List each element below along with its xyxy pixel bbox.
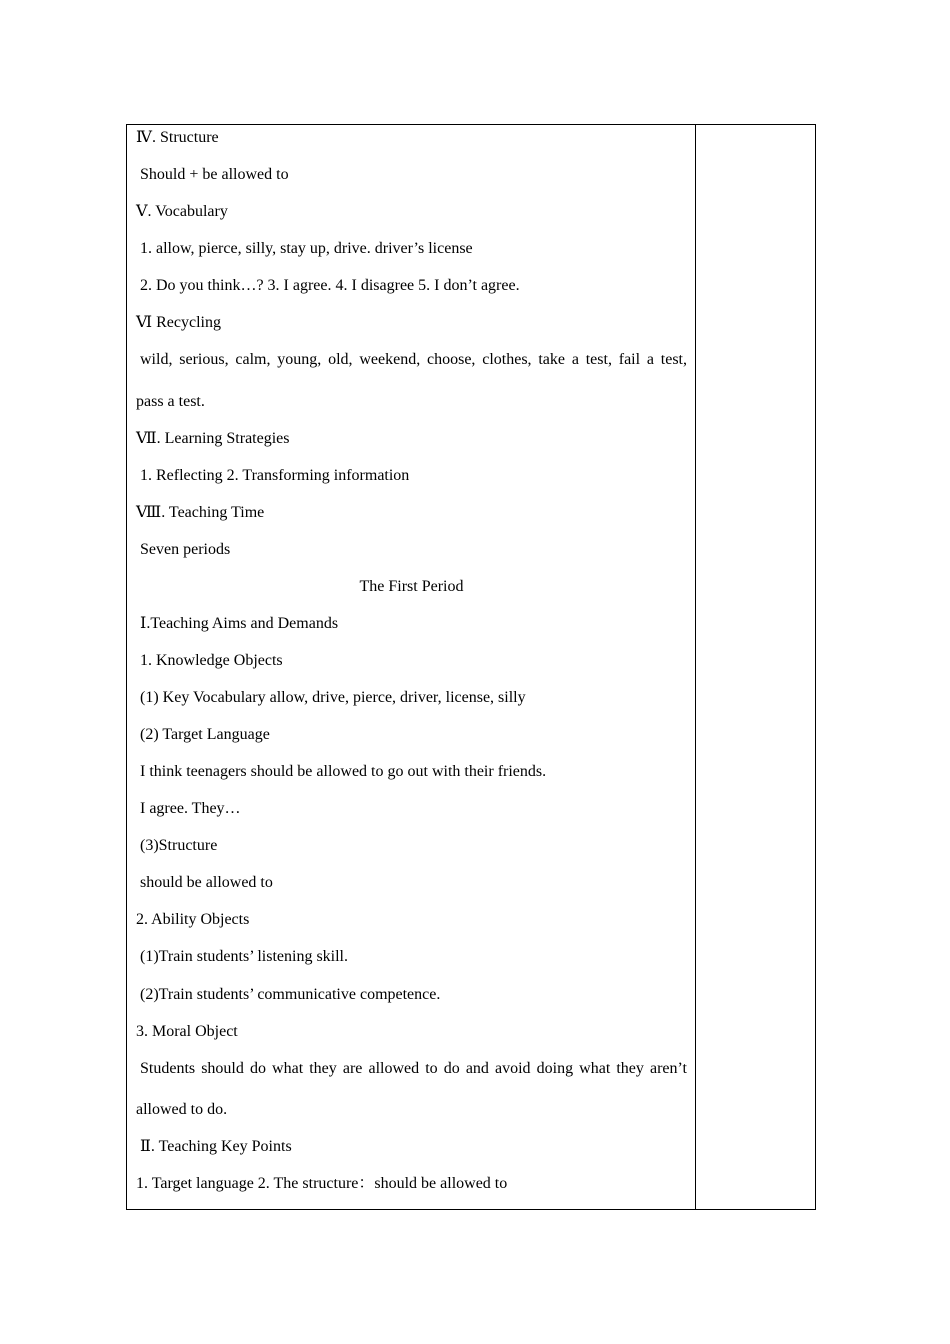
main-content-cell bbox=[127, 125, 696, 1209]
target-language-sentence-1: I think teenagers should be allowed to go out with their friends. bbox=[140, 763, 547, 780]
teaching-time-text: Seven periods bbox=[140, 541, 231, 558]
recycling-text-line-1: wild, serious, calm, young, old, weekend, choose, clothes, take a test, fail a test, bbox=[140, 351, 687, 368]
structure-subtext: should be allowed to bbox=[140, 874, 273, 891]
target-language-heading: (2) Target Language bbox=[140, 726, 270, 743]
vocabulary-line-2: 2. Do you think…? 3. I agree. 4. I disagree 5. I don’t agree. bbox=[140, 277, 520, 294]
learning-strategies-text: 1. Reflecting 2. Transforming information bbox=[140, 467, 410, 484]
vocabulary-line-1: 1. allow, pierce, silly, stay up, drive. driver’s license bbox=[140, 240, 473, 257]
recycling-text-line-2: pass a test. bbox=[136, 393, 205, 410]
ability-object-2: (2)Train students’ communicative competence. bbox=[140, 986, 441, 1003]
ability-objects-heading: 2. Ability Objects bbox=[136, 911, 250, 928]
notes-cell bbox=[696, 125, 815, 1209]
section-heading-structure: Ⅳ. Structure bbox=[136, 129, 219, 146]
section-heading-vocabulary: Ⅴ. Vocabulary bbox=[136, 203, 228, 220]
structure-subheading: (3)Structure bbox=[140, 837, 218, 854]
section-heading-key-points: Ⅱ. Teaching Key Points bbox=[140, 1138, 292, 1155]
moral-object-text-line-1: Students should do what they are allowed to do and avoid doing what they aren’t bbox=[140, 1060, 687, 1077]
knowledge-objects-heading: 1. Knowledge Objects bbox=[140, 652, 283, 669]
section-heading-teaching-time: Ⅷ. Teaching Time bbox=[136, 504, 265, 521]
structure-text: Should + be allowed to bbox=[140, 166, 289, 183]
section-heading-aims: Ⅰ.Teaching Aims and Demands bbox=[140, 615, 339, 632]
period-title: The First Period bbox=[359, 578, 464, 595]
section-heading-recycling: Ⅵ Recycling bbox=[136, 314, 221, 331]
key-points-text: 1. Target language 2. The structure：should be allowed to bbox=[136, 1175, 508, 1192]
key-vocabulary-line: (1) Key Vocabulary allow, drive, pierce, driver, license, silly bbox=[140, 689, 526, 706]
moral-object-heading: 3. Moral Object bbox=[136, 1023, 238, 1040]
ability-object-1: (1)Train students’ listening skill. bbox=[140, 948, 348, 965]
moral-object-text-line-2: allowed to do. bbox=[136, 1101, 228, 1118]
target-language-sentence-2: I agree. They… bbox=[140, 800, 241, 817]
section-heading-learning-strategies: Ⅶ. Learning Strategies bbox=[136, 430, 290, 447]
lesson-plan-table bbox=[126, 124, 816, 1210]
